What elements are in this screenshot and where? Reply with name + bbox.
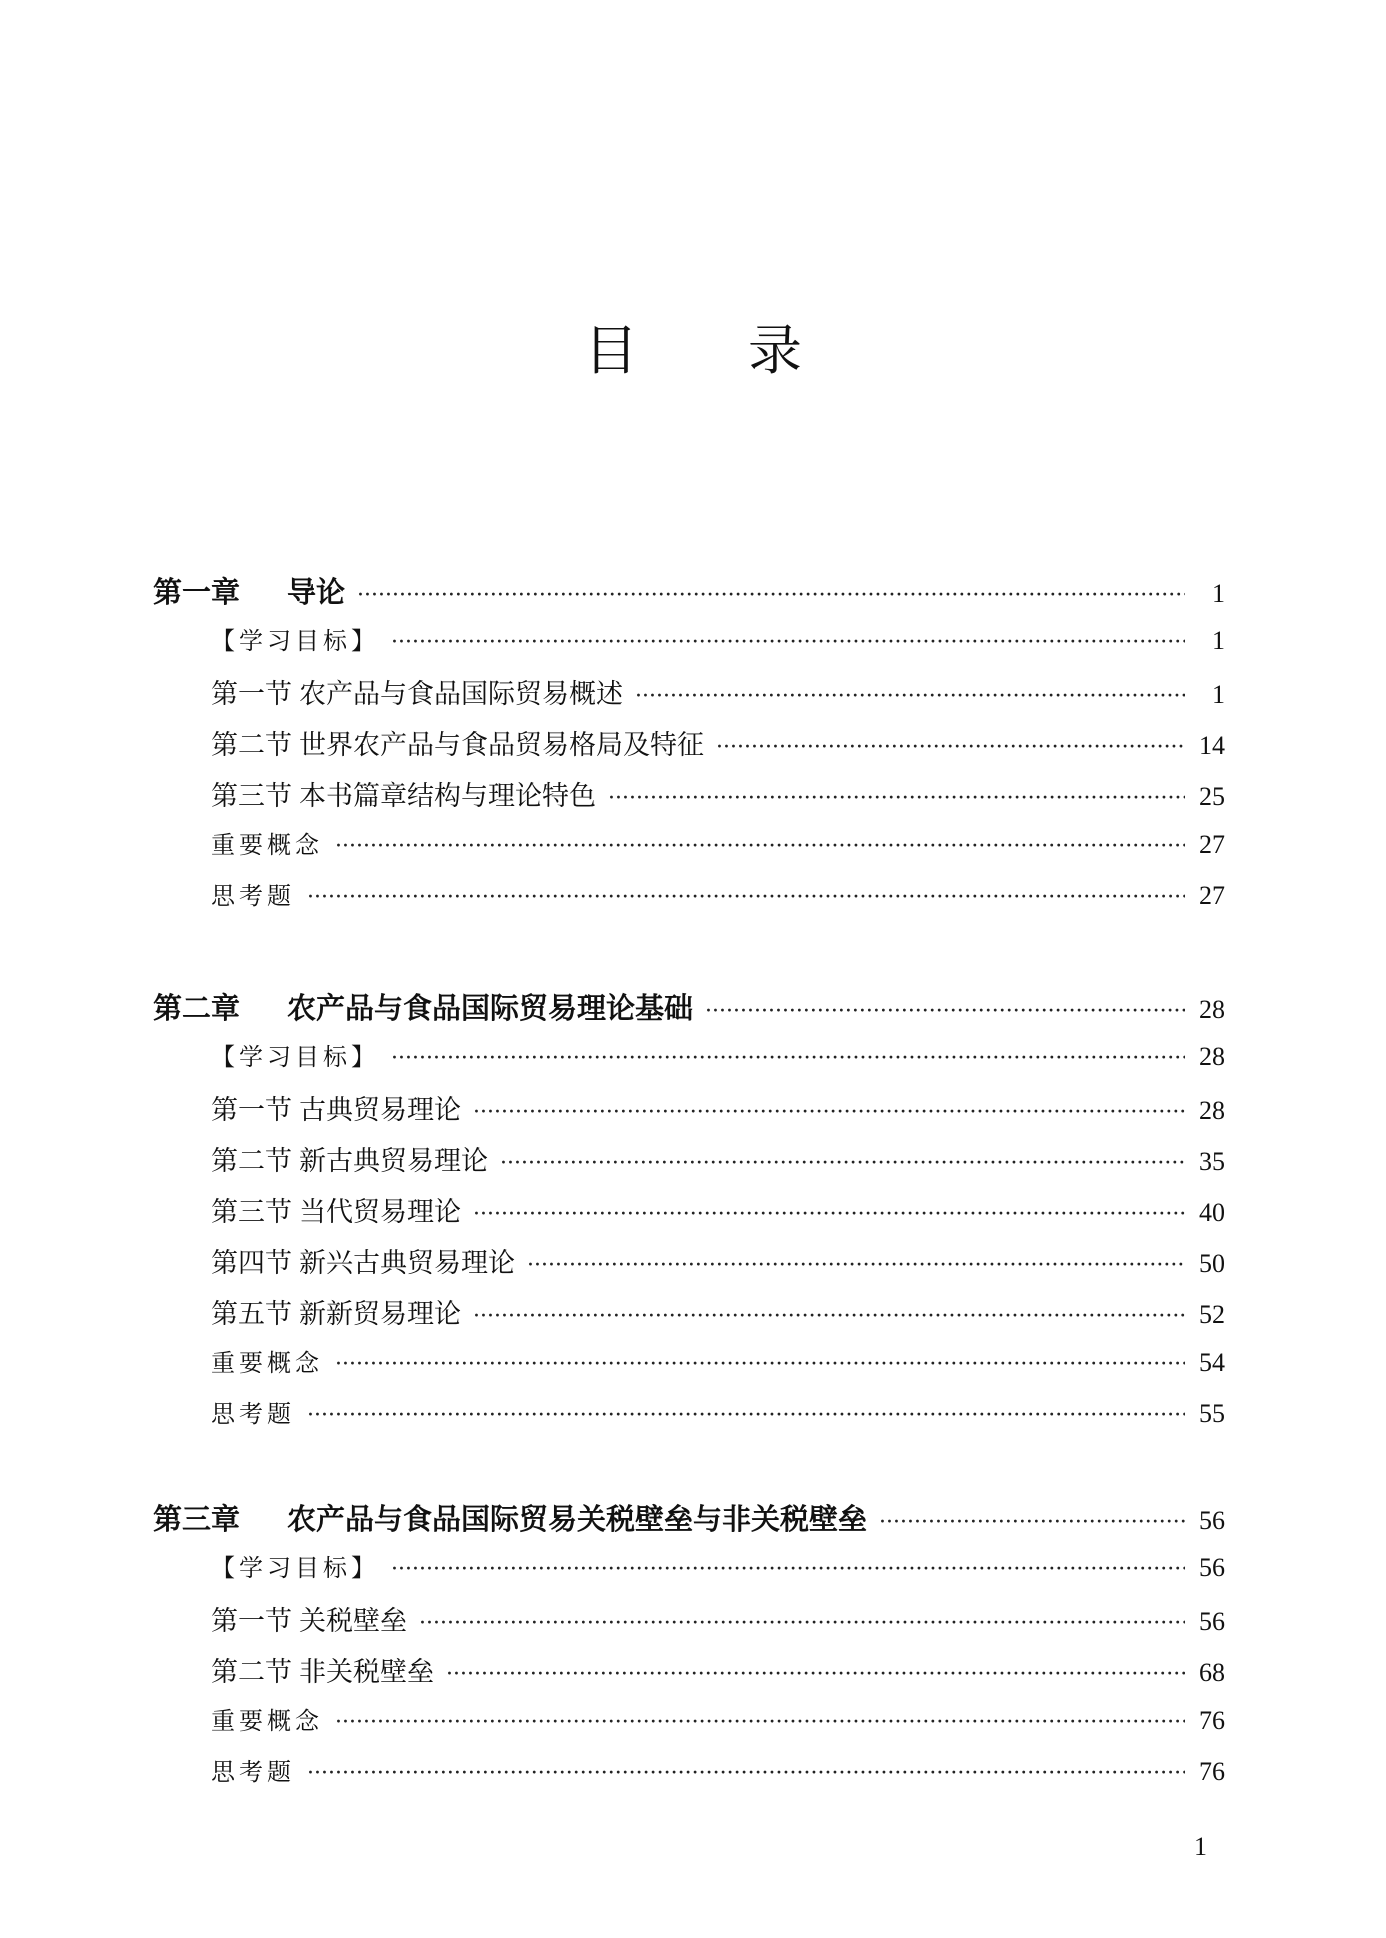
entry-title: 重要概念	[211, 1707, 323, 1735]
auxiliary-entry[interactable]	[211, 876, 1225, 911]
entry-title: 新兴古典贸易理论	[299, 1248, 515, 1279]
entry-page-number: 52	[1199, 1300, 1225, 1329]
entry-page-number: 25	[1199, 782, 1225, 811]
entry-page-number: 28	[1199, 995, 1225, 1024]
dot-leader	[608, 781, 1185, 812]
entry-page-number: 27	[1199, 881, 1225, 910]
entry-page-number: 28	[1199, 1042, 1225, 1071]
auxiliary-entry[interactable]	[211, 1394, 1225, 1429]
entry-page-number: 1	[1212, 680, 1225, 709]
entry-title: 思考题	[211, 882, 295, 910]
section-entry[interactable]	[211, 1650, 1225, 1689]
entry-number: 第二节	[211, 1146, 292, 1177]
chapter-entry[interactable]	[153, 570, 1225, 611]
dot-leader	[527, 1248, 1185, 1279]
entry-page-number: 76	[1199, 1706, 1225, 1735]
section-entry[interactable]	[211, 1190, 1225, 1229]
dot-leader	[335, 1349, 1185, 1377]
entry-title: 新新贸易理论	[299, 1299, 461, 1330]
entry-title: 古典贸易理论	[299, 1095, 461, 1126]
entry-number: 第三节	[211, 781, 292, 812]
dot-leader	[446, 1657, 1185, 1688]
section-entry[interactable]	[211, 1292, 1225, 1331]
section-entry[interactable]	[211, 774, 1225, 813]
auxiliary-entry[interactable]	[211, 621, 1225, 656]
entry-number: 第三章	[153, 1502, 241, 1536]
entry-title: 新古典贸易理论	[299, 1146, 488, 1177]
entry-title: 农产品与食品国际贸易概述	[299, 679, 623, 710]
entry-number: 第一章	[153, 575, 241, 609]
auxiliary-entry[interactable]	[211, 1701, 1225, 1736]
dot-leader	[716, 730, 1185, 761]
section-entry[interactable]	[211, 1139, 1225, 1178]
entry-page-number: 50	[1199, 1249, 1225, 1278]
dot-leader	[307, 1400, 1185, 1428]
dot-leader	[391, 1043, 1185, 1071]
entry-number: 第一节	[211, 679, 292, 710]
auxiliary-entry[interactable]	[211, 1548, 1225, 1583]
entry-title: 思考题	[211, 1758, 295, 1786]
section-entry[interactable]	[211, 723, 1225, 762]
section-entry[interactable]	[211, 1599, 1225, 1638]
entry-page-number: 76	[1199, 1757, 1225, 1786]
entry-page-number: 54	[1199, 1348, 1225, 1377]
entry-number: 第一节	[211, 1606, 292, 1637]
chapter-entry[interactable]	[153, 986, 1225, 1027]
dot-leader	[307, 882, 1185, 910]
entry-title: 【学习目标】	[211, 1554, 379, 1582]
entry-title: 思考题	[211, 1400, 295, 1428]
auxiliary-entry[interactable]	[211, 825, 1225, 860]
entry-number: 第三节	[211, 1197, 292, 1228]
entry-page-number: 1	[1212, 579, 1225, 608]
dot-leader	[391, 627, 1185, 655]
entry-page-number: 56	[1199, 1553, 1225, 1582]
entry-number: 第四节	[211, 1248, 292, 1279]
section-entry[interactable]	[211, 672, 1225, 711]
dot-leader	[500, 1146, 1185, 1177]
entry-title: 农产品与食品国际贸易关税壁垒与非关税壁垒	[287, 1502, 868, 1536]
dot-leader	[391, 1554, 1185, 1582]
entry-number: 第二节	[211, 1657, 292, 1688]
dot-leader	[419, 1606, 1185, 1637]
entry-title: 重要概念	[211, 831, 323, 859]
entry-title: 【学习目标】	[211, 627, 379, 655]
auxiliary-entry[interactable]	[211, 1343, 1225, 1378]
entry-title: 导论	[287, 575, 346, 609]
entry-number: 第二章	[153, 991, 241, 1025]
dot-leader	[335, 831, 1185, 859]
section-entry[interactable]	[211, 1088, 1225, 1127]
dot-leader	[473, 1299, 1185, 1330]
entry-title: 非关税壁垒	[299, 1657, 434, 1688]
dot-leader	[307, 1758, 1185, 1786]
entry-title: 关税壁垒	[299, 1606, 407, 1637]
entry-title: 【学习目标】	[211, 1043, 379, 1071]
dot-leader	[335, 1707, 1185, 1735]
entry-page-number: 27	[1199, 830, 1225, 859]
entry-page-number: 28	[1199, 1096, 1225, 1125]
auxiliary-entry[interactable]	[211, 1752, 1225, 1787]
entry-title: 世界农产品与食品贸易格局及特征	[299, 730, 704, 761]
dot-leader	[473, 1095, 1185, 1126]
entry-page-number: 56	[1199, 1506, 1225, 1535]
dot-leader	[635, 679, 1185, 710]
entry-number: 第二节	[211, 730, 292, 761]
dot-leader	[705, 991, 1185, 1025]
auxiliary-entry[interactable]	[211, 1037, 1225, 1072]
chapter-entry[interactable]	[153, 1497, 1225, 1538]
entry-title: 重要概念	[211, 1349, 323, 1377]
dot-leader	[879, 1502, 1185, 1536]
entry-page-number: 14	[1199, 731, 1225, 760]
entry-number: 第五节	[211, 1299, 292, 1330]
dot-leader	[357, 575, 1185, 609]
entry-page-number: 40	[1199, 1198, 1225, 1227]
entry-page-number: 55	[1199, 1399, 1225, 1428]
page-number: 1	[1194, 1832, 1207, 1861]
entry-page-number: 56	[1199, 1607, 1225, 1636]
entry-page-number: 35	[1199, 1147, 1225, 1176]
section-entry[interactable]	[211, 1241, 1225, 1280]
entry-title: 本书篇章结构与理论特色	[299, 781, 596, 812]
entry-number: 第一节	[211, 1095, 292, 1126]
entry-page-number: 68	[1199, 1658, 1225, 1687]
page-title: 目录	[584, 319, 912, 382]
entry-title: 当代贸易理论	[299, 1197, 461, 1228]
dot-leader	[473, 1197, 1185, 1228]
entry-title: 农产品与食品国际贸易理论基础	[287, 991, 694, 1025]
entry-page-number: 1	[1212, 626, 1225, 655]
